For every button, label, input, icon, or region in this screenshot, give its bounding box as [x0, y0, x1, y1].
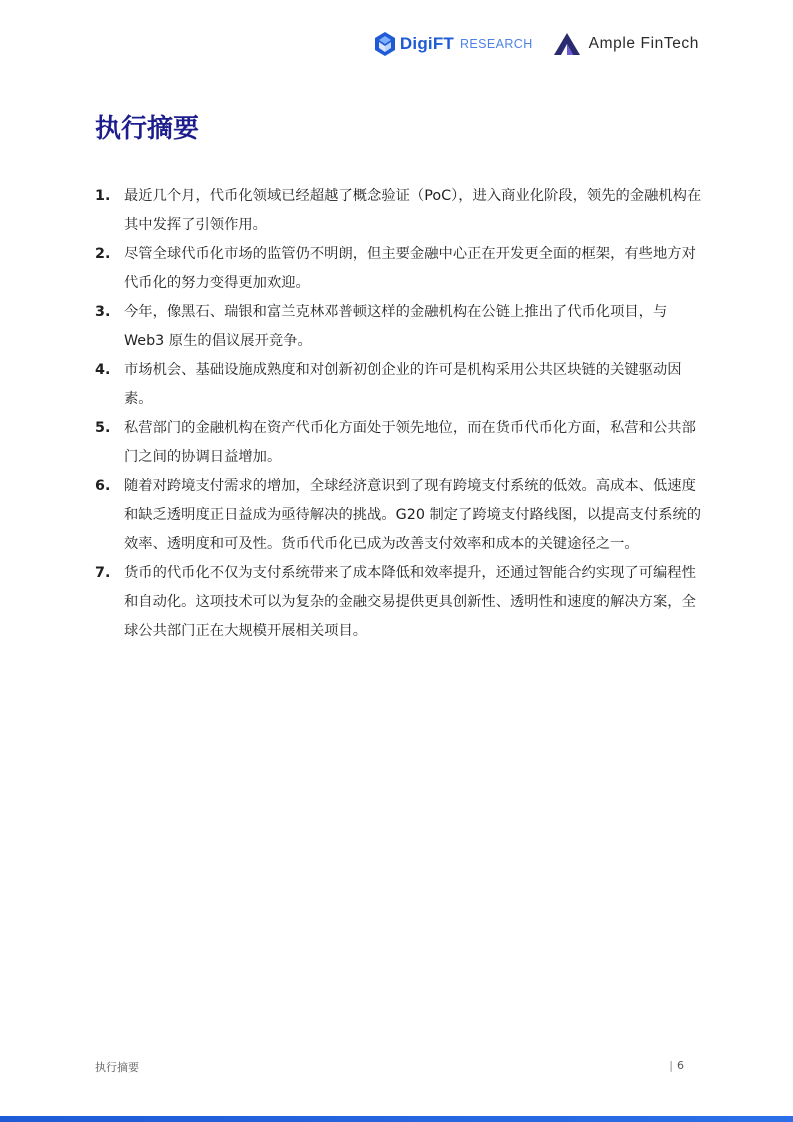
item-number: 1. [95, 188, 111, 204]
digift-research-label: RESEARCH [460, 37, 533, 51]
ample-name: Ample FinTech [588, 35, 699, 52]
item-text: 市场机会、基础设施成熟度和对创新初创企业的许可是机构采用公共区块链的关键驱动因素。 [124, 362, 682, 407]
list-item [95, 414, 705, 472]
item-text: 随着对跨境支付需求的增加，全球经济意识到了现有跨境支付系统的低效。高成本、低速度和缺乏透明度正日益成为亟待解决的挑战。G20 制定了跨境支付路线图，以提高支付系统的效率、透明度和可及性。货币代币化已成为改善支付效率和成本的关键途径之一。 [124, 478, 702, 552]
item-number: 6. [95, 478, 111, 494]
page-title: 执行摘要 [95, 114, 200, 144]
item-number: 7. [95, 565, 111, 581]
item-text: 私营部门的金融机构在资产代币化方面处于领先地位，而在货币代币化方面，私营和公共部门之间的协调日益增加。 [124, 420, 696, 465]
list-item [95, 472, 705, 559]
header [374, 28, 699, 60]
digift-logo-icon [374, 31, 396, 57]
list-item [95, 298, 705, 356]
item-text: 尽管全球代币化市场的监管仍不明朗，但主要金融中心正在开发更全面的框架，有些地方对代币化的努力变得更加欢迎。 [124, 246, 696, 291]
list-item [95, 182, 705, 240]
page-number [669, 1059, 684, 1072]
footer-section-label: 执行摘要 [95, 1061, 139, 1074]
item-number: 2. [95, 246, 111, 262]
item-text: 货币的代币化不仅为支付系统带来了成本降低和效率提升，还通过智能合约实现了可编程性和自动化。这项技术可以为复杂的金融交易提供更具创新性、透明性和速度的解决方案，全球公共部门正在大规模开展相关项目。 [124, 565, 696, 639]
ample-logo-icon [553, 32, 581, 56]
list-item [95, 240, 705, 298]
page-number-divider: | [669, 1059, 673, 1072]
item-text: 今年，像黑石、瑞银和富兰克林邓普顿这样的金融机构在公链上推出了代币化项目，与Web3 原生的倡议展开竞争。 [124, 304, 668, 349]
item-number: 5. [95, 420, 111, 436]
item-text: 最近几个月，代币化领域已经超越了概念验证（PoC），进入商业化阶段，领先的金融机构在其中发挥了引领作用。 [124, 188, 702, 233]
page-number-value: 6 [677, 1059, 684, 1072]
digift-brand [374, 31, 533, 57]
footer-stripe [0, 1116, 793, 1122]
item-number: 4. [95, 362, 111, 378]
digift-name: DigiFT [399, 34, 454, 53]
summary-list [95, 182, 705, 646]
ample-brand [553, 32, 699, 56]
list-item [95, 356, 705, 414]
list-item [95, 559, 705, 646]
item-number: 3. [95, 304, 111, 320]
